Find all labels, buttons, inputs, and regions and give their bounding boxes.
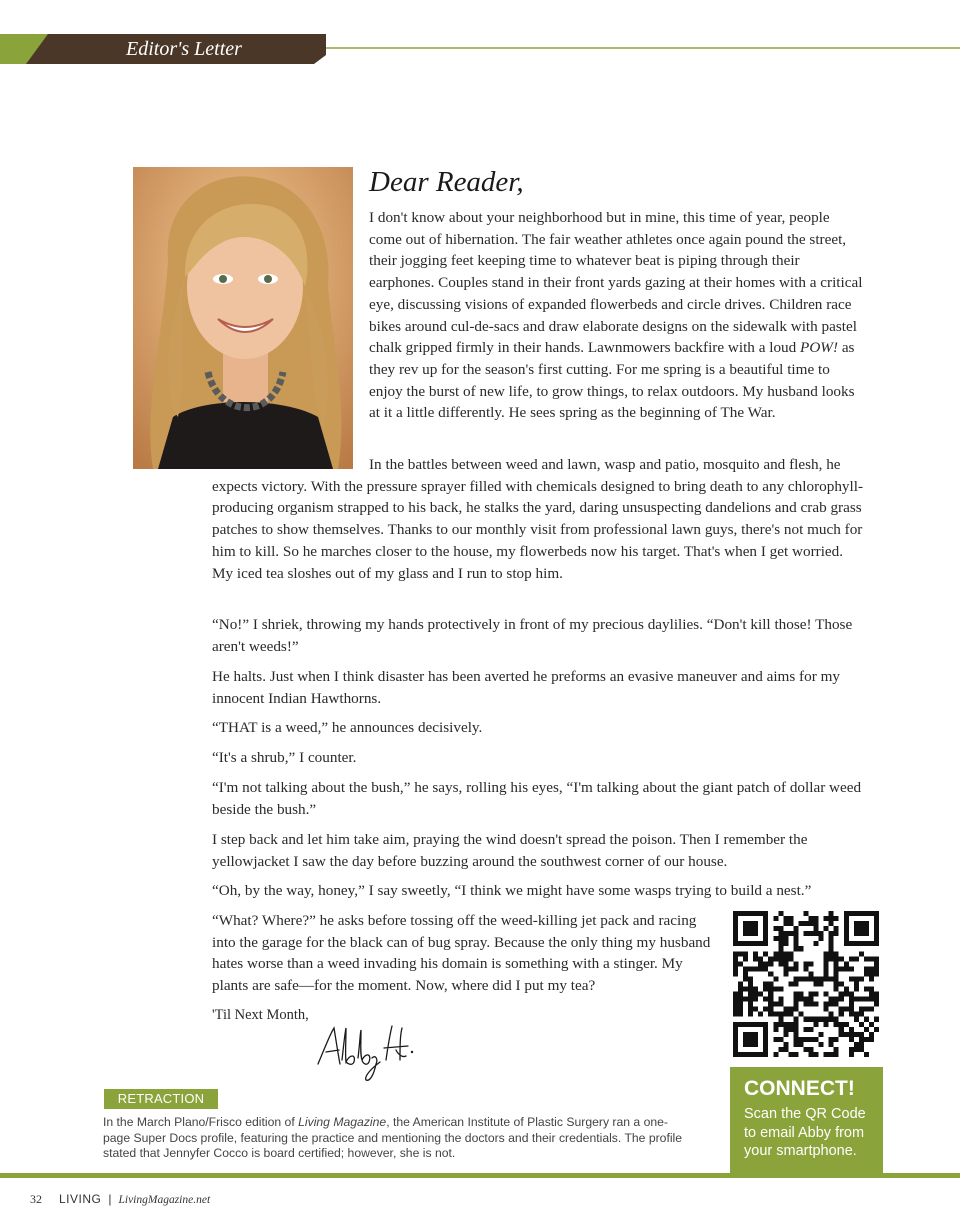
section-title: Editor's Letter xyxy=(126,38,242,60)
letter-paragraph: In the battles between weed and lawn, wasp and patio, mosquito and flesh, he expects victory. With the pressure sprayer filled with chemicals designed to bring death to any chlorophyll-producing organism strapped to his back, he stalks the yard, daring unsuspecting dandelions and crab grass patches to show themselves. Thanks to our monthly visit from professional lawn guys, there's not much for him to kill. So he marches closer to the house, my flowerbeds now his target. That's when I get worried. My iced tea sloshes out of my glass and I run to stop him. xyxy=(212,456,863,582)
header-rule xyxy=(326,47,960,49)
magazine-name: LIVING xyxy=(59,1192,102,1206)
salutation: Dear Reader, xyxy=(369,166,524,198)
retraction-text-part: In the March Plano/Frisco edition of xyxy=(103,1115,299,1129)
letter-paragraph: “It's a shrub,” I counter. xyxy=(212,749,357,766)
page-number: 32 xyxy=(30,1192,42,1206)
emphasis-text: POW! xyxy=(800,339,839,357)
paragraph-text: I don't know about your neighborhood but in mine, this time of year, people come out of hibernation. The fair weather athletes once again pound the street, their jogging feet keeping time to whatever beat is piping through their earphones. Couples stand in their front yards gazing at their homes with a critical eye, discussing visions of expanded flowerbeds and circle drives. Children race bikes around cul-de-sacs and draw elaborate designs on the sidewalk with pastel chalk gripped firmly in their hands. Lawnmowers backfire with a loud xyxy=(369,209,863,357)
paragraph-text: as they rev up for the season's first cutting. For me spring is a beautiful time to enjoy the burst of new life, to grow things, to relax outdoors. My husband looks at it a little differently. He sees spring as the beginning of The War. xyxy=(369,339,855,422)
retraction-label: RETRACTION xyxy=(104,1089,218,1109)
footer-rule xyxy=(0,1173,960,1178)
connect-title: CONNECT! xyxy=(744,1077,855,1100)
letter-paragraph: “THAT is a weed,” he announces decisively. xyxy=(212,719,483,736)
qr-code xyxy=(733,911,879,1057)
retraction-text-part: , the American Institute of Plastic Surgery ran a one-page Super Docs profile, featuring the practice and mentioning the doctors and their credentials. The profile stated that Jennyfer Cocco is board certified; however, she is not. xyxy=(103,1115,683,1160)
letter-paragraph xyxy=(369,207,864,424)
letter-paragraph: “Oh, by the way, honey,” I say sweetly, “I think we might have some wasps trying to build a nest.” xyxy=(212,882,812,899)
letter-paragraph: I step back and let him take aim, praying the wind doesn't spread the poison. Then I remember the yellowjacket I saw the day before buzzing around the southwest corner of our house. xyxy=(212,831,808,870)
letter-paragraph: He halts. Just when I think disaster has been averted he preforms an evasive maneuver and aims for my innocent Indian Hawthorns. xyxy=(212,668,840,707)
letter-paragraph: “No!” I shriek, throwing my hands protectively in front of my precious daylilies. “Don't kill those! Those aren't weeds!” xyxy=(212,616,853,655)
magazine-title: Living Magazine xyxy=(298,1115,387,1129)
footer-separator: | xyxy=(108,1192,112,1206)
retraction-text xyxy=(103,1115,693,1162)
website-link[interactable]: LivingMagazine.net xyxy=(118,1194,211,1206)
signature xyxy=(312,1020,422,1084)
connect-text: Scan the QR Code to email Abby from your smartphone. xyxy=(744,1106,866,1159)
page-footer xyxy=(30,1192,210,1207)
letter-paragraph: “What? Where?” he asks before tossing off the weed-killing jet pack and racing into the garage for the black can of bug spray. Because the only thing my husband hates worse than a weed invading his domain is something with a stinger. My plants are safe—for the moment. Now, where did I put my tea? xyxy=(212,912,711,995)
letter-paragraph: “I'm not talking about the bush,” he says, rolling his eyes, “I'm talking about the giant patch of dollar weed beside the bush.” xyxy=(212,779,862,818)
connect-box xyxy=(730,1067,883,1173)
letter-closing: 'Til Next Month, xyxy=(212,1007,309,1023)
editor-photo xyxy=(133,167,353,469)
